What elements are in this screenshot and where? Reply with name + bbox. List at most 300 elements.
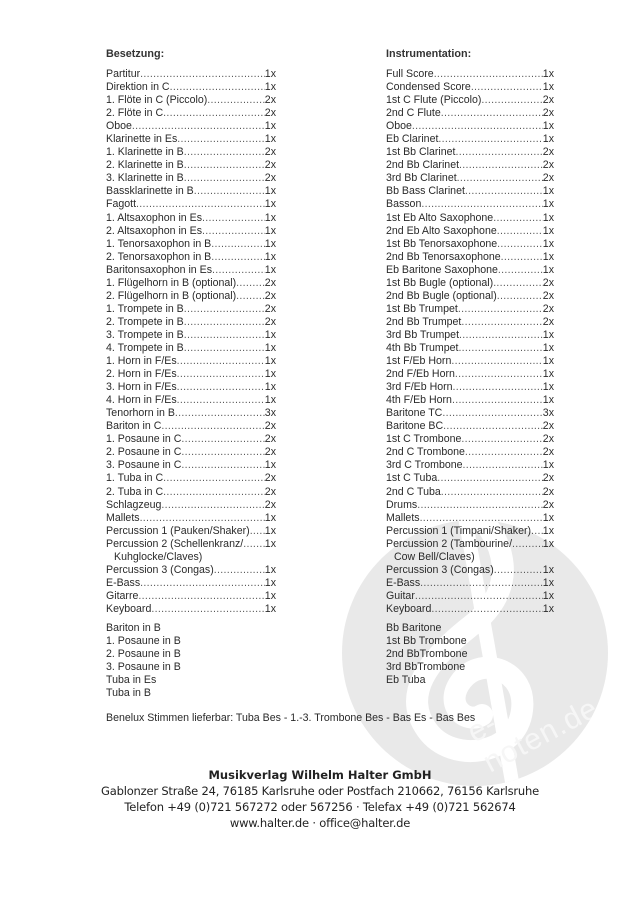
dot-leader: [458, 303, 543, 316]
part-row: [106, 433, 276, 446]
dot-leader: [438, 133, 542, 146]
part-quantity: 2x: [264, 433, 276, 446]
parts-list-german: [106, 68, 276, 616]
part-row: [386, 172, 554, 185]
part-name: [386, 251, 501, 264]
dot-leader: [177, 381, 265, 394]
part-name: [386, 394, 452, 407]
part-row: [386, 133, 554, 146]
part-row: [106, 381, 276, 394]
part-row: [386, 564, 554, 577]
dot-leader: [136, 198, 265, 211]
part-name: [386, 159, 459, 172]
part-name-text: 1st Bb Clarinet: [386, 146, 456, 159]
part-quantity: 1x: [542, 602, 554, 615]
dot-leader: [461, 433, 542, 446]
part-name-text: Percussion 2 (Schellenkranz/: [106, 537, 244, 550]
part-name-text: 2nd C Tuba: [386, 485, 441, 498]
part-quantity: 1x: [542, 524, 554, 537]
company-address: Gablonzer Straße 24, 76185 Karlsruhe oder Postfach 210662, 76156 Karlsruhe: [101, 784, 539, 798]
part-name-text: 3. Horn in F/Es: [106, 381, 177, 394]
part-name-text: Mallets: [386, 511, 420, 524]
part-name-text: 2. Tenorsaxophon in B: [106, 250, 212, 263]
part-quantity: 2x: [542, 302, 554, 315]
part-name: [386, 290, 497, 303]
dot-leader: [437, 472, 543, 485]
part-name-text: 1st Eb Alto Saxophone: [386, 211, 494, 224]
part-quantity: 2x: [264, 485, 276, 498]
part-name-text: E-Bass: [386, 576, 421, 589]
part-row: [106, 564, 276, 577]
part-name: [106, 225, 202, 238]
dot-leader: [184, 329, 265, 342]
part-name-text: 2. Tuba in C: [106, 485, 164, 498]
part-name: [386, 420, 443, 433]
part-row: [106, 368, 276, 381]
part-name-text: Gitarre: [106, 589, 139, 602]
part-name: [386, 225, 497, 238]
part-name: [386, 120, 412, 133]
dot-leader: [236, 290, 265, 303]
part-name: [106, 94, 207, 107]
part-row: [106, 107, 276, 120]
part-name-text: 1st C Flute (Piccolo): [386, 94, 482, 107]
part-row: [106, 420, 276, 433]
part-name: [106, 264, 212, 277]
part-name-text: Baritone TC: [386, 407, 443, 420]
part-name-text: 4th F/Eb Horn: [386, 394, 452, 407]
part-row: [386, 120, 554, 133]
part-name-text: 1st Bb Trumpet: [386, 302, 458, 315]
extra-part: 1. Posaune in B: [106, 635, 181, 648]
part-row: [106, 472, 276, 485]
part-row: [106, 133, 276, 146]
part-row: [386, 264, 554, 277]
part-quantity: 1x: [264, 250, 276, 263]
part-name: [386, 212, 493, 225]
part-name: [106, 68, 140, 81]
part-name-text: 2nd F/Eb Horn: [386, 368, 455, 381]
left-column-german: [106, 48, 276, 700]
part-name-text: 3. Posaune in C: [106, 459, 182, 472]
part-name-text: 2. Altsaxophon in Es: [106, 224, 202, 237]
part-row: [106, 342, 276, 355]
part-quantity: 2x: [264, 107, 276, 120]
dot-leader: [177, 355, 265, 368]
dot-leader: [175, 407, 265, 420]
dot-leader: [211, 238, 265, 251]
part-name-text: 1. Altsaxophon in Es: [106, 211, 202, 224]
dot-leader: [455, 368, 543, 381]
dot-leader: [417, 499, 543, 512]
part-quantity: 1x: [542, 368, 554, 381]
dot-leader: [465, 185, 543, 198]
part-name-text: 2. Flöte in C: [106, 107, 164, 120]
part-row: [106, 68, 276, 81]
part-name-text: 3rd F/Eb Horn: [386, 381, 453, 394]
dot-leader: [140, 577, 265, 590]
dot-leader: [211, 251, 265, 264]
dot-leader: [441, 107, 543, 120]
part-row: [386, 329, 554, 342]
benelux-note: Benelux Stimmen lieferbar: Tuba Bes - 1.-3. Trombone Bes - Bas Es - Bas Bes: [106, 712, 476, 724]
part-row: [106, 238, 276, 251]
part-name: [106, 277, 236, 290]
dot-leader: [493, 212, 543, 225]
part-quantity: 2x: [542, 485, 554, 498]
company-name: Musikverlag Wilhelm Halter GmbH: [208, 768, 432, 782]
part-name: [386, 238, 497, 251]
part-name-text: Mallets: [106, 511, 140, 524]
part-name-text: Baritonsaxophon in Es: [106, 263, 213, 276]
part-name-text: 3. Klarinette in B: [106, 172, 184, 185]
part-quantity: 2x: [542, 315, 554, 328]
extra-part: 1st Bb Trombone: [386, 635, 467, 648]
part-name: [386, 277, 493, 290]
extra-part: 2. Posaune in B: [106, 648, 181, 661]
part-name: [386, 107, 441, 120]
part-name-text: Keyboard: [386, 602, 432, 615]
dot-leader: [431, 603, 542, 616]
part-name-text: Drums: [386, 498, 418, 511]
part-name-text: 4. Horn in F/Es: [106, 394, 177, 407]
part-name-text: 1st C Tuba: [386, 472, 438, 485]
part-name-text: 2nd C Flute: [386, 107, 441, 120]
part-quantity: 3x: [542, 407, 554, 420]
part-name-text: 1. Horn in F/Es: [106, 355, 177, 368]
part-quantity: 1x: [542, 589, 554, 602]
part-name: [106, 172, 184, 185]
part-quantity: 1x: [264, 537, 276, 550]
extra-part: 3. Posaune in B: [106, 661, 181, 674]
dot-leader: [184, 159, 265, 172]
part-quantity: 2x: [542, 498, 554, 511]
part-name: [106, 590, 138, 603]
dot-leader: [501, 251, 543, 264]
part-name: [386, 472, 437, 485]
part-quantity: 2x: [542, 472, 554, 485]
part-name-text: 1. Trompete in B: [106, 302, 184, 315]
part-quantity: 1x: [542, 355, 554, 368]
part-name: [386, 342, 458, 355]
dot-leader: [497, 238, 543, 251]
part-row: [386, 433, 554, 446]
part-quantity: 1x: [264, 394, 276, 407]
part-name-continuation: Cow Bell/Claves): [394, 550, 475, 563]
part-name: [386, 499, 417, 512]
dot-leader: [493, 277, 543, 290]
part-quantity: 1x: [542, 341, 554, 354]
extra-part: 2nd BbTrombone: [386, 648, 468, 661]
extra-part: Tuba in B: [106, 687, 151, 700]
part-name-text: 3rd Bb Clarinet: [386, 172, 457, 185]
part-row: [386, 146, 554, 159]
part-row: [386, 185, 554, 198]
part-quantity: 1x: [264, 133, 276, 146]
part-name: [386, 381, 453, 394]
part-name: [106, 159, 184, 172]
part-quantity: 1x: [542, 224, 554, 237]
part-name: [106, 433, 181, 446]
part-name-text: 2nd Bb Trumpet: [386, 315, 462, 328]
part-quantity: 1x: [542, 81, 554, 94]
dot-leader: [441, 486, 543, 499]
part-name: [386, 316, 461, 329]
dot-leader: [181, 446, 264, 459]
part-name-text: 4. Trompete in B: [106, 341, 184, 354]
part-name-text: 2nd Bb Tenorsaxophone: [386, 250, 501, 263]
part-quantity: 1x: [264, 68, 276, 80]
part-name: [106, 329, 184, 342]
dot-leader: [184, 146, 265, 159]
part-quantity: 1x: [264, 263, 276, 276]
part-name: [106, 603, 151, 616]
part-row: [386, 486, 554, 499]
dot-leader: [420, 577, 543, 590]
part-row: [386, 198, 554, 211]
part-quantity: 1x: [542, 68, 554, 80]
part-name: [106, 316, 184, 329]
part-name-text: Percussion 3 (Congas): [106, 563, 214, 576]
part-quantity: 2x: [542, 276, 554, 289]
dot-leader: [163, 472, 265, 485]
part-row: [386, 525, 554, 538]
part-name: [106, 499, 161, 512]
dot-leader: [202, 225, 265, 238]
part-name: [106, 107, 163, 120]
dot-leader: [184, 316, 265, 329]
part-row: [106, 303, 276, 316]
part-name: [386, 512, 420, 525]
dot-leader: [415, 590, 543, 603]
dot-leader: [170, 81, 265, 94]
part-name: [386, 264, 498, 277]
part-name: [106, 446, 181, 459]
parts-list-english: [386, 68, 554, 616]
part-name-continuation: Kuhglocke/Claves): [114, 550, 203, 563]
dot-leader: [194, 185, 265, 198]
part-name: [386, 68, 434, 81]
part-name: [106, 303, 184, 316]
part-row: [386, 303, 554, 316]
part-row: [106, 264, 276, 277]
part-row: [386, 355, 554, 368]
part-name-text: Keyboard: [106, 602, 152, 615]
part-name-text: Percussion 2 (Tambourine/: [386, 537, 513, 550]
part-name-text: 1st Bb Bugle (optional): [386, 276, 494, 289]
part-name-text: 2nd C Trombone: [386, 446, 465, 459]
part-quantity: 2x: [264, 420, 276, 433]
part-name: [106, 238, 211, 251]
part-row: [106, 407, 276, 420]
part-name: [106, 81, 170, 94]
part-name-text: 1. Posaune in C: [106, 433, 182, 446]
part-row: [386, 159, 554, 172]
part-quantity: 1x: [264, 224, 276, 237]
dot-leader: [451, 355, 542, 368]
part-name: [106, 486, 163, 499]
part-row: [386, 577, 554, 590]
part-name-text: 3. Trompete in B: [106, 328, 184, 341]
part-name: [106, 472, 163, 485]
dot-leader: [455, 146, 542, 159]
dot-leader: [459, 159, 543, 172]
part-name-text: 3rd C Trombone: [386, 459, 463, 472]
part-row: [386, 212, 554, 225]
dot-leader: [181, 459, 264, 472]
dot-leader: [177, 133, 265, 146]
part-quantity: 1x: [542, 185, 554, 198]
dot-leader: [161, 499, 264, 512]
part-row: [386, 290, 554, 303]
dot-leader: [453, 381, 543, 394]
part-quantity: 1x: [542, 263, 554, 276]
part-name-text: 2. Trompete in B: [106, 315, 184, 328]
part-name-text: 2. Horn in F/Es: [106, 368, 177, 381]
dot-leader: [452, 394, 543, 407]
part-row: [106, 525, 276, 538]
part-name: [106, 368, 177, 381]
dot-leader: [140, 512, 265, 525]
part-name-text: Full Score: [386, 68, 434, 80]
part-quantity: 2x: [542, 433, 554, 446]
part-name: [106, 133, 177, 146]
part-quantity: 1x: [264, 576, 276, 589]
part-name-text: Direktion in C: [106, 81, 170, 94]
part-name: [106, 355, 177, 368]
part-name-text: 2nd Bb Bugle (optional): [386, 289, 497, 302]
dot-leader: [177, 394, 265, 407]
part-name-text: Bassklarinette in B: [106, 185, 194, 198]
part-quantity: 2x: [542, 146, 554, 159]
dot-leader: [421, 198, 542, 211]
part-name: [106, 512, 140, 525]
part-name-text: Guitar: [386, 589, 415, 602]
part-row: [386, 512, 554, 525]
part-row: [106, 277, 276, 290]
part-row: [386, 225, 554, 238]
part-name-text: 2nd Eb Alto Saxophone: [386, 224, 497, 237]
dot-leader: [163, 486, 265, 499]
part-quantity: 1x: [542, 537, 554, 550]
dot-leader: [181, 433, 264, 446]
part-name: [106, 394, 177, 407]
part-name-text: 2. Klarinette in B: [106, 159, 184, 172]
part-name-text: Partitur: [106, 68, 141, 80]
part-name: [106, 251, 211, 264]
part-name-text: Schlagzeug: [106, 498, 162, 511]
part-quantity: 2x: [264, 159, 276, 172]
part-row: [386, 381, 554, 394]
part-name: [106, 120, 132, 133]
part-row: [386, 459, 554, 472]
part-row: [106, 329, 276, 342]
part-row: [106, 512, 276, 525]
part-quantity: 1x: [542, 381, 554, 394]
part-name-text: 4th Bb Trumpet: [386, 341, 459, 354]
part-name: [106, 525, 250, 538]
part-row: [386, 94, 554, 107]
part-name: [386, 459, 463, 472]
part-quantity: 1x: [264, 524, 276, 537]
part-name-text: Condensed Score: [386, 81, 471, 94]
dot-leader: [151, 603, 264, 616]
part-name: [386, 564, 494, 577]
dot-leader: [497, 290, 543, 303]
part-row: [106, 251, 276, 264]
part-name-text: 3rd Bb Trumpet: [386, 328, 460, 341]
part-name: [386, 486, 441, 499]
part-quantity: 1x: [264, 237, 276, 250]
dot-leader: [412, 120, 543, 133]
part-name-text: Eb Baritone Saxophone: [386, 263, 498, 276]
part-quantity: 2x: [264, 146, 276, 159]
part-row: [386, 420, 554, 433]
part-row: [106, 185, 276, 198]
part-row: [106, 120, 276, 133]
extra-part: Eb Tuba: [386, 674, 426, 687]
part-name: [386, 185, 465, 198]
part-row: [106, 225, 276, 238]
dot-leader: [463, 459, 543, 472]
part-row: [106, 316, 276, 329]
part-row: [386, 394, 554, 407]
company-web: www.halter.de · office@halter.de: [229, 816, 411, 830]
part-quantity: 1x: [264, 185, 276, 198]
part-quantity: 2x: [264, 446, 276, 459]
watermark-text: e-noten.de: [462, 691, 604, 780]
part-row: [386, 538, 554, 564]
part-quantity: 2x: [264, 289, 276, 302]
part-row: [386, 590, 554, 603]
part-quantity: 2x: [264, 172, 276, 185]
heading-besetzung: Besetzung:: [106, 48, 165, 60]
part-row: [106, 446, 276, 459]
part-name-text: Percussion 1 (Pauken/Shaker): [106, 524, 250, 537]
dot-leader: [236, 277, 265, 290]
part-quantity: 1x: [542, 459, 554, 472]
part-row: [386, 603, 554, 616]
part-name: [386, 303, 458, 316]
dot-leader: [140, 68, 265, 81]
part-quantity: 1x: [264, 589, 276, 602]
part-row: [386, 251, 554, 264]
part-quantity: 2x: [264, 276, 276, 289]
part-quantity: 2x: [542, 420, 554, 433]
part-quantity: 1x: [542, 237, 554, 250]
part-quantity: 1x: [542, 120, 554, 133]
part-name: [106, 577, 140, 590]
part-quantity: 1x: [264, 355, 276, 368]
part-quantity: 1x: [264, 459, 276, 472]
part-quantity: 1x: [542, 563, 554, 576]
part-name: [386, 146, 455, 159]
part-row: [386, 107, 554, 120]
part-quantity: 2x: [542, 289, 554, 302]
part-name: [106, 146, 184, 159]
part-row: [106, 81, 276, 94]
dot-leader: [202, 212, 265, 225]
dot-leader: [132, 120, 265, 133]
part-quantity: 2x: [264, 302, 276, 315]
part-name-text: Percussion 3 (Congas): [386, 563, 494, 576]
part-name-text: Baritone BC: [386, 420, 444, 433]
dot-leader: [442, 407, 542, 420]
part-name-text: Oboe: [106, 120, 132, 133]
part-row: [106, 159, 276, 172]
part-name-text: 2. Posaune in C: [106, 446, 182, 459]
part-row: [386, 407, 554, 420]
